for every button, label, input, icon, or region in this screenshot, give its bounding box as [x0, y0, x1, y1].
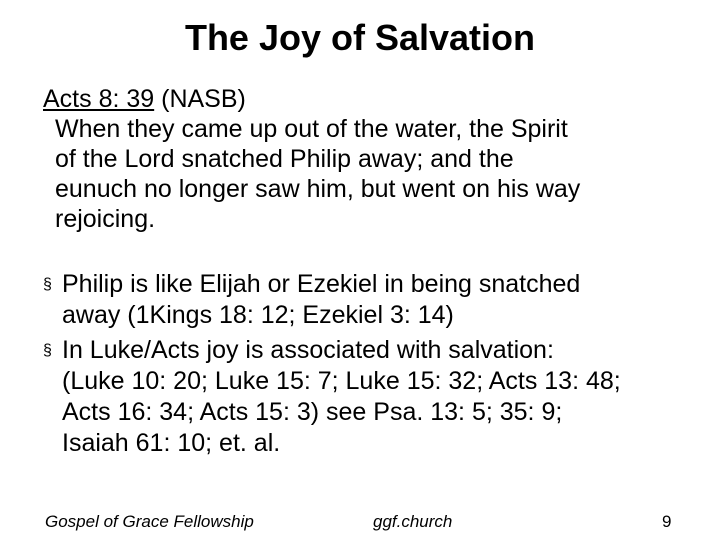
- scripture-quote: [55, 114, 695, 234]
- slide-number: 9: [662, 512, 672, 531]
- bullet-line: away (1Kings 18: 12; Ezekiel 3: 14): [62, 301, 454, 329]
- scripture-reference-link[interactable]: Acts 8: 39: [43, 85, 155, 113]
- scripture-reference-line: [43, 84, 703, 114]
- quote-line: eunuch no longer saw him, but went on his way: [55, 175, 581, 203]
- bullet-line: In Luke/Acts joy is associated with salvation:: [62, 336, 554, 364]
- scripture-version: (NASB): [161, 85, 246, 113]
- slide-title: The Joy of Salvation: [184, 17, 536, 58]
- quote-line: of the Lord snatched Philip away; and the: [55, 145, 514, 173]
- quote-line: rejoicing.: [55, 205, 156, 233]
- scripture-block: [43, 84, 703, 234]
- bullet-line: (Luke 10: 20; Luke 15: 7; Luke 15: 32; Acts 13: 48;: [62, 367, 621, 395]
- footer-website[interactable]: ggf.church: [373, 512, 453, 531]
- bullet-list: [43, 269, 703, 463]
- bullet-item: [43, 269, 703, 331]
- quote-line: When they came up out of the water, the Spirit: [55, 115, 568, 143]
- bullet-marker-icon: §: [43, 276, 52, 293]
- bullet-line: Isaiah 61: 10; et. al.: [62, 429, 281, 457]
- bullet-line: Philip is like Elijah or Ezekiel in being snatched: [62, 270, 581, 298]
- footer-organization: Gospel of Grace Fellowship: [45, 512, 254, 531]
- bullet-marker-icon: §: [43, 342, 52, 359]
- bullet-item: [43, 335, 703, 459]
- bullet-line: Acts 16: 34; Acts 15: 3) see Psa. 13: 5; 35: 9;: [62, 398, 563, 426]
